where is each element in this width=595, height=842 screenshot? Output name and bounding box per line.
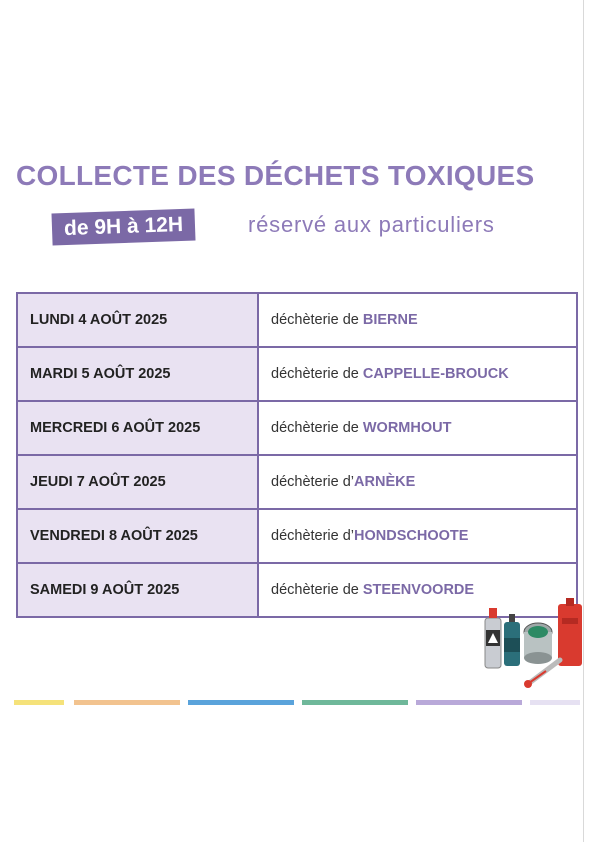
table-row xyxy=(18,348,576,402)
location-prefix: déchèterie de xyxy=(271,366,359,382)
date-cell: SAMEDI 9 AOÛT 2025 xyxy=(18,564,259,616)
table-row xyxy=(18,456,576,510)
date-cell: LUNDI 4 AOÛT 2025 xyxy=(18,294,259,346)
table-row xyxy=(18,294,576,348)
location-prefix: déchèterie de xyxy=(271,420,359,436)
table-row xyxy=(18,402,576,456)
location-cell xyxy=(259,294,576,346)
footer-bar-lavender xyxy=(416,700,522,705)
footer-bar-green xyxy=(302,700,408,705)
location-cell xyxy=(259,510,576,562)
city-name: CAPPELLE-BROUCK xyxy=(362,366,509,382)
date-cell: JEUDI 7 AOÛT 2025 xyxy=(18,456,259,508)
location-cell xyxy=(259,456,576,508)
city-name: WORMHOUT xyxy=(362,420,452,436)
page-edge xyxy=(583,0,584,842)
location-prefix: déchèterie de xyxy=(271,312,359,328)
location-prefix: déchèterie d’ xyxy=(271,474,355,490)
location-cell xyxy=(259,402,576,454)
location-cell xyxy=(259,348,576,400)
location-prefix: déchèterie d’ xyxy=(271,528,355,544)
city-name: STEENVOORDE xyxy=(362,582,475,598)
city-name: ARNÈKE xyxy=(354,474,416,490)
date-cell: MARDI 5 AOÛT 2025 xyxy=(18,348,259,400)
page-title: COLLECTE DES DÉCHETS TOXIQUES xyxy=(16,160,535,191)
reserved-note: réservé aux particuliers xyxy=(248,212,495,237)
footer-bar-yellow xyxy=(14,700,64,705)
hours-badge: de 9H à 12H xyxy=(51,209,195,246)
spray-can-icon xyxy=(504,614,520,666)
table-row xyxy=(18,510,576,564)
date-cell: MERCREDI 6 AOÛT 2025 xyxy=(18,402,259,454)
footer-bar-pale-lavender xyxy=(530,700,580,705)
city-name: BIERNE xyxy=(362,312,418,328)
footer-bar-orange xyxy=(74,700,180,705)
toxic-products-illustration xyxy=(482,598,584,690)
footer-bar-blue xyxy=(188,700,294,705)
toxic-bottle-icon xyxy=(485,608,501,668)
thermometer-icon xyxy=(524,660,560,688)
jerrycan-icon xyxy=(558,598,582,666)
city-name: HONDSCHOOTE xyxy=(354,528,469,544)
location-prefix: déchèterie de xyxy=(271,582,359,598)
paint-can-icon xyxy=(524,623,552,664)
schedule-table xyxy=(16,292,578,618)
date-cell: VENDREDI 8 AOÛT 2025 xyxy=(18,510,259,562)
